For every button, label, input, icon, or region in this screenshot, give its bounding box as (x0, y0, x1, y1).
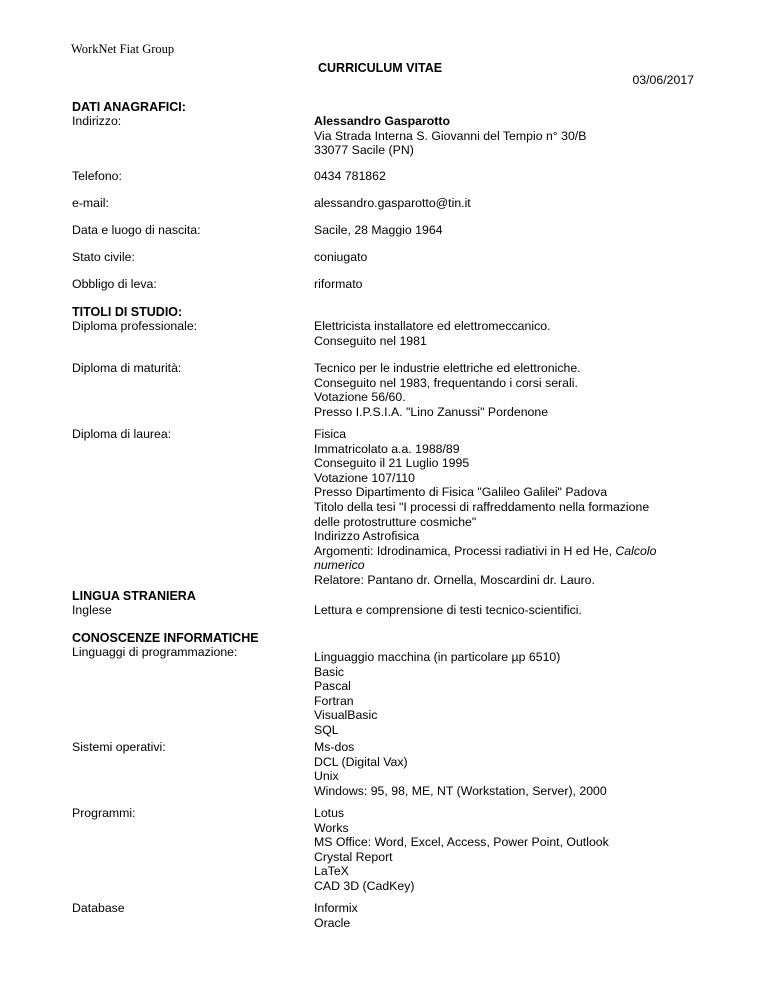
value-stato-civile: coniugato (314, 250, 368, 264)
list-item: MS Office: Word, Excel, Access, Power Point, Outlook (314, 835, 609, 850)
value-programmi (314, 806, 714, 894)
list-item: VisualBasic (314, 708, 378, 723)
argomenti-italic: Calcolo (615, 543, 657, 558)
label-diploma-professionale: Diploma professionale: (72, 319, 198, 333)
list-item: Informix (314, 901, 358, 915)
list-item: Lotus (314, 806, 345, 820)
label-database: Database (72, 901, 125, 915)
value-diploma-maturita (314, 361, 714, 419)
value-diploma-professionale (314, 319, 714, 348)
list-item: Pascal (314, 679, 351, 694)
text-line: Fisica (314, 427, 347, 441)
text-line: Tecnico per le industrie elettriche ed elettroniche. (314, 361, 581, 375)
text-line: Indirizzo Astrofisica (314, 529, 420, 544)
text-line: Votazione 56/60. (314, 390, 406, 405)
document-date: 03/06/2017 (632, 73, 694, 87)
value-database (314, 901, 714, 930)
value-nascita: Sacile, 28 Maggio 1964 (314, 223, 443, 237)
list-item: LaTeX (314, 864, 349, 879)
label-email: e-mail: (72, 196, 109, 210)
label-indirizzo: Indirizzo: (72, 114, 122, 128)
person-name: Alessandro Gasparotto (314, 114, 450, 128)
document-title: CURRICULUM VITAE (318, 61, 443, 75)
label-stato-civile: Stato civile: (72, 250, 135, 264)
label-sistemi: Sistemi operativi: (72, 740, 166, 754)
value-telefono: 0434 781862 (314, 169, 386, 183)
text-line: Presso Dipartimento di Fisica "Galileo Galilei" Padova (314, 485, 608, 500)
text-line: Presso I.P.S.I.A. "Lino Zanussi" Pordenone (314, 404, 549, 419)
address-line: 33077 Sacile (PN) (314, 143, 414, 158)
text-line: delle protostrutture cosmiche" (314, 514, 477, 529)
label-diploma-laurea: Diploma di laurea: (72, 427, 172, 441)
list-item: DCL (Digital Vax) (314, 754, 408, 769)
text-line: Conseguito nel 1983, frequentando i corsi serali. (314, 375, 578, 390)
value-leva: riformato (314, 277, 363, 291)
value-inglese: Lettura e comprensione di testi tecnico-scientifici. (314, 603, 582, 617)
value-linguaggi (314, 650, 714, 738)
label-inglese: Inglese (72, 603, 112, 617)
list-item: Unix (314, 769, 339, 784)
relatore-line: Relatore: Pantano dr. Ornella, Moscardini dr. Lauro. (314, 572, 595, 587)
label-leva: Obbligo di leva: (72, 277, 157, 291)
value-indirizzo (314, 114, 714, 158)
value-email: alessandro.gasparotto@tin.it (314, 196, 471, 210)
argomenti-italic-cont: numerico (314, 558, 365, 573)
running-header: WorkNet Fiat Group (71, 42, 175, 56)
list-item: Basic (314, 664, 345, 679)
address-line: Via Strada Interna S. Giovanni del Tempio n° 30/B (314, 128, 587, 143)
argomenti-text: Argomenti: Idrodinamica, Processi radiativi in H ed He, (314, 543, 616, 558)
list-item: Oracle (314, 915, 351, 930)
list-item: CAD 3D (CadKey) (314, 878, 415, 893)
text-line: Votazione 107/110 (314, 470, 415, 485)
text-line: Titolo della tesi "I processi di raffreddamento nella formazione (314, 499, 650, 514)
label-diploma-maturita: Diploma di maturità: (72, 361, 182, 375)
list-item: Works (314, 820, 349, 835)
label-linguaggi: Linguaggi di programmazione: (72, 645, 238, 659)
section-heading-anagrafici: DATI ANAGRAFICI: (72, 100, 186, 114)
section-heading-studio: TITOLI DI STUDIO: (72, 305, 183, 319)
label-nascita: Data e luogo di nascita: (72, 223, 201, 237)
list-item: Windows: 95, 98, ME, NT (Workstation, Server), 2000 (314, 783, 607, 798)
text-line: Elettricista installatore ed elettromeccanico. (314, 319, 551, 333)
section-heading-lingua: LINGUA STRANIERA (72, 589, 196, 603)
value-diploma-laurea (314, 427, 714, 588)
list-item: Ms-dos (314, 740, 355, 754)
list-item: Linguaggio macchina (in particolare µp 6510) (314, 650, 561, 664)
value-sistemi (314, 740, 714, 798)
text-line: Conseguito nel 1981 (314, 333, 427, 348)
list-item: Crystal Report (314, 849, 393, 864)
text-line: Immatricolato a.a. 1988/89 (314, 441, 460, 456)
label-telefono: Telefono: (72, 169, 122, 183)
text-line: Conseguito il 21 Luglio 1995 (314, 456, 470, 471)
list-item: SQL (314, 722, 339, 737)
argomenti-line (314, 544, 714, 559)
section-heading-informatica: CONOSCENZE INFORMATICHE (72, 631, 259, 645)
list-item: Fortran (314, 693, 354, 708)
label-programmi: Programmi: (72, 806, 136, 820)
